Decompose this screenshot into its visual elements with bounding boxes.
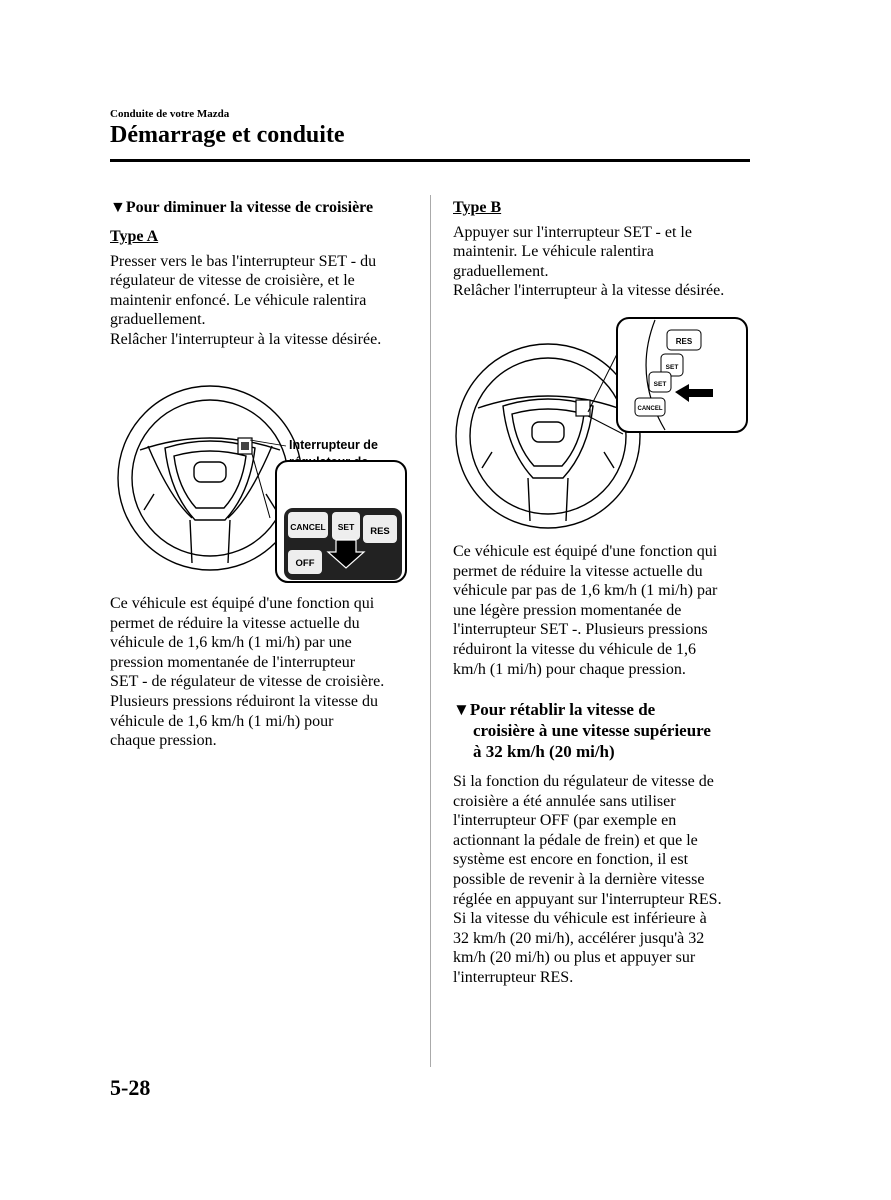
triangle-marker-icon: ▼ bbox=[453, 700, 470, 719]
text-line: l'interrupteur SET -. Plusieurs pressions bbox=[453, 621, 708, 639]
text-line: l'interrupteur OFF (par exemple en bbox=[453, 812, 677, 830]
steering-wheel-type-b-figure bbox=[453, 316, 753, 540]
text-line: pression momentanée de l'interrupteur bbox=[110, 653, 356, 671]
section-heading-text: Pour diminuer la vitesse de croisière bbox=[125, 199, 374, 216]
right-paragraph-2 bbox=[453, 542, 753, 679]
switch-location-icon bbox=[238, 438, 252, 454]
page-number: 5-28 bbox=[110, 1075, 151, 1100]
set-minus-label: SET bbox=[653, 381, 667, 388]
text-line: maintenir enfoncé. Le véhicule ralentira bbox=[110, 291, 367, 309]
text-line: système est encore en fonction, il est bbox=[453, 851, 689, 869]
res-button-label: RES bbox=[370, 526, 390, 537]
set-button-label: SET bbox=[665, 364, 679, 371]
text-line: Si la fonction du régulateur de vitesse de bbox=[453, 773, 714, 790]
cancel-button-label: CANCEL bbox=[290, 522, 326, 532]
off-button-label: OFF bbox=[295, 558, 315, 569]
section-heading-decrease bbox=[110, 198, 410, 217]
type-b-label: Type B bbox=[453, 199, 502, 216]
text-line: Ce véhicule est équipé d'une fonction qui bbox=[453, 543, 718, 560]
chapter-label: Conduite de votre Mazda bbox=[110, 108, 230, 120]
heading-line-1 bbox=[453, 699, 753, 720]
text-line: chaque pression. bbox=[110, 732, 217, 750]
page-title: Démarrage et conduite bbox=[110, 122, 345, 148]
text-line: Presser vers le bas l'interrupteur SET - du bbox=[110, 252, 377, 270]
text-line: une légère pression momentanée de bbox=[453, 601, 682, 619]
text-line: Relâcher l'interrupteur à la vitesse désirée. bbox=[453, 282, 725, 300]
text-line: Relâcher l'interrupteur à la vitesse désirée. bbox=[110, 330, 382, 348]
text-line: véhicule de 1,6 km/h (1 mi/h) par une bbox=[110, 634, 352, 652]
text-line: réglée en appuyant sur l'interrupteur RES. bbox=[453, 890, 722, 908]
heading-line-2: croisière à une vitesse supérieure bbox=[473, 721, 711, 740]
left-column bbox=[110, 198, 410, 350]
text-line: régulateur de vitesse de croisière, et le bbox=[110, 272, 355, 290]
text-line: possible de revenir à la dernière vitesse bbox=[453, 870, 705, 888]
heading-text: Pour rétablir la vitesse de bbox=[469, 700, 656, 719]
heading-line-3: à 32 km/h (20 mi/h) bbox=[473, 742, 615, 761]
steering-wheel-type-a-figure bbox=[110, 378, 410, 586]
triangle-marker-icon: ▼ bbox=[110, 199, 126, 216]
left-paragraph-2 bbox=[110, 594, 410, 751]
callout-line-1: Interrupteur de bbox=[289, 438, 378, 452]
text-line: l'interrupteur RES. bbox=[453, 968, 574, 986]
type-b-paragraph bbox=[453, 223, 753, 301]
section-heading-resume bbox=[453, 699, 753, 762]
right-paragraph-3 bbox=[453, 772, 753, 988]
column-divider bbox=[430, 195, 431, 1067]
text-line: Si la vitesse du véhicule est inférieure à bbox=[453, 910, 707, 928]
switch-location-icon bbox=[576, 400, 590, 416]
text-line: 32 km/h (20 mi/h), accélérer jusqu'à 32 bbox=[453, 929, 705, 947]
text-line: SET - de régulateur de vitesse de croisière. bbox=[110, 673, 385, 691]
text-line: véhicule de 1,6 km/h (1 mi/h) pour bbox=[110, 712, 334, 730]
right-column-top bbox=[453, 198, 753, 301]
text-line: actionnant la pédale de frein) et que le bbox=[453, 831, 698, 849]
text-line: croisière a été annulée sans utiliser bbox=[453, 792, 676, 810]
text-line: permet de réduire la vitesse actuelle du bbox=[110, 614, 360, 632]
text-line: Plusieurs pressions réduiront la vitesse du bbox=[110, 692, 378, 710]
text-line: véhicule par pas de 1,6 km/h (1 mi/h) par bbox=[453, 582, 718, 600]
text-line: km/h (1 mi/h) pour chaque pression. bbox=[453, 660, 686, 678]
text-line: graduellement. bbox=[453, 262, 549, 280]
text-line: réduiront la vitesse du véhicule de 1,6 bbox=[453, 640, 697, 658]
text-line: km/h (20 mi/h) ou plus et appuyer sur bbox=[453, 949, 696, 967]
type-a-paragraph bbox=[110, 252, 410, 350]
text-line: graduellement. bbox=[110, 311, 206, 329]
cancel-button-label: CANCEL bbox=[637, 406, 663, 412]
set-button-label: SET bbox=[337, 522, 355, 532]
res-button-label: RES bbox=[675, 337, 693, 346]
text-line: permet de réduire la vitesse actuelle du bbox=[453, 562, 703, 580]
text-line: maintenir. Le véhicule ralentira bbox=[453, 243, 654, 261]
header-rule bbox=[110, 159, 750, 162]
text-line: Ce véhicule est équipé d'une fonction qui bbox=[110, 595, 375, 612]
type-a-label: Type A bbox=[110, 228, 159, 245]
text-line: Appuyer sur l'interrupteur SET - et le bbox=[453, 223, 692, 241]
